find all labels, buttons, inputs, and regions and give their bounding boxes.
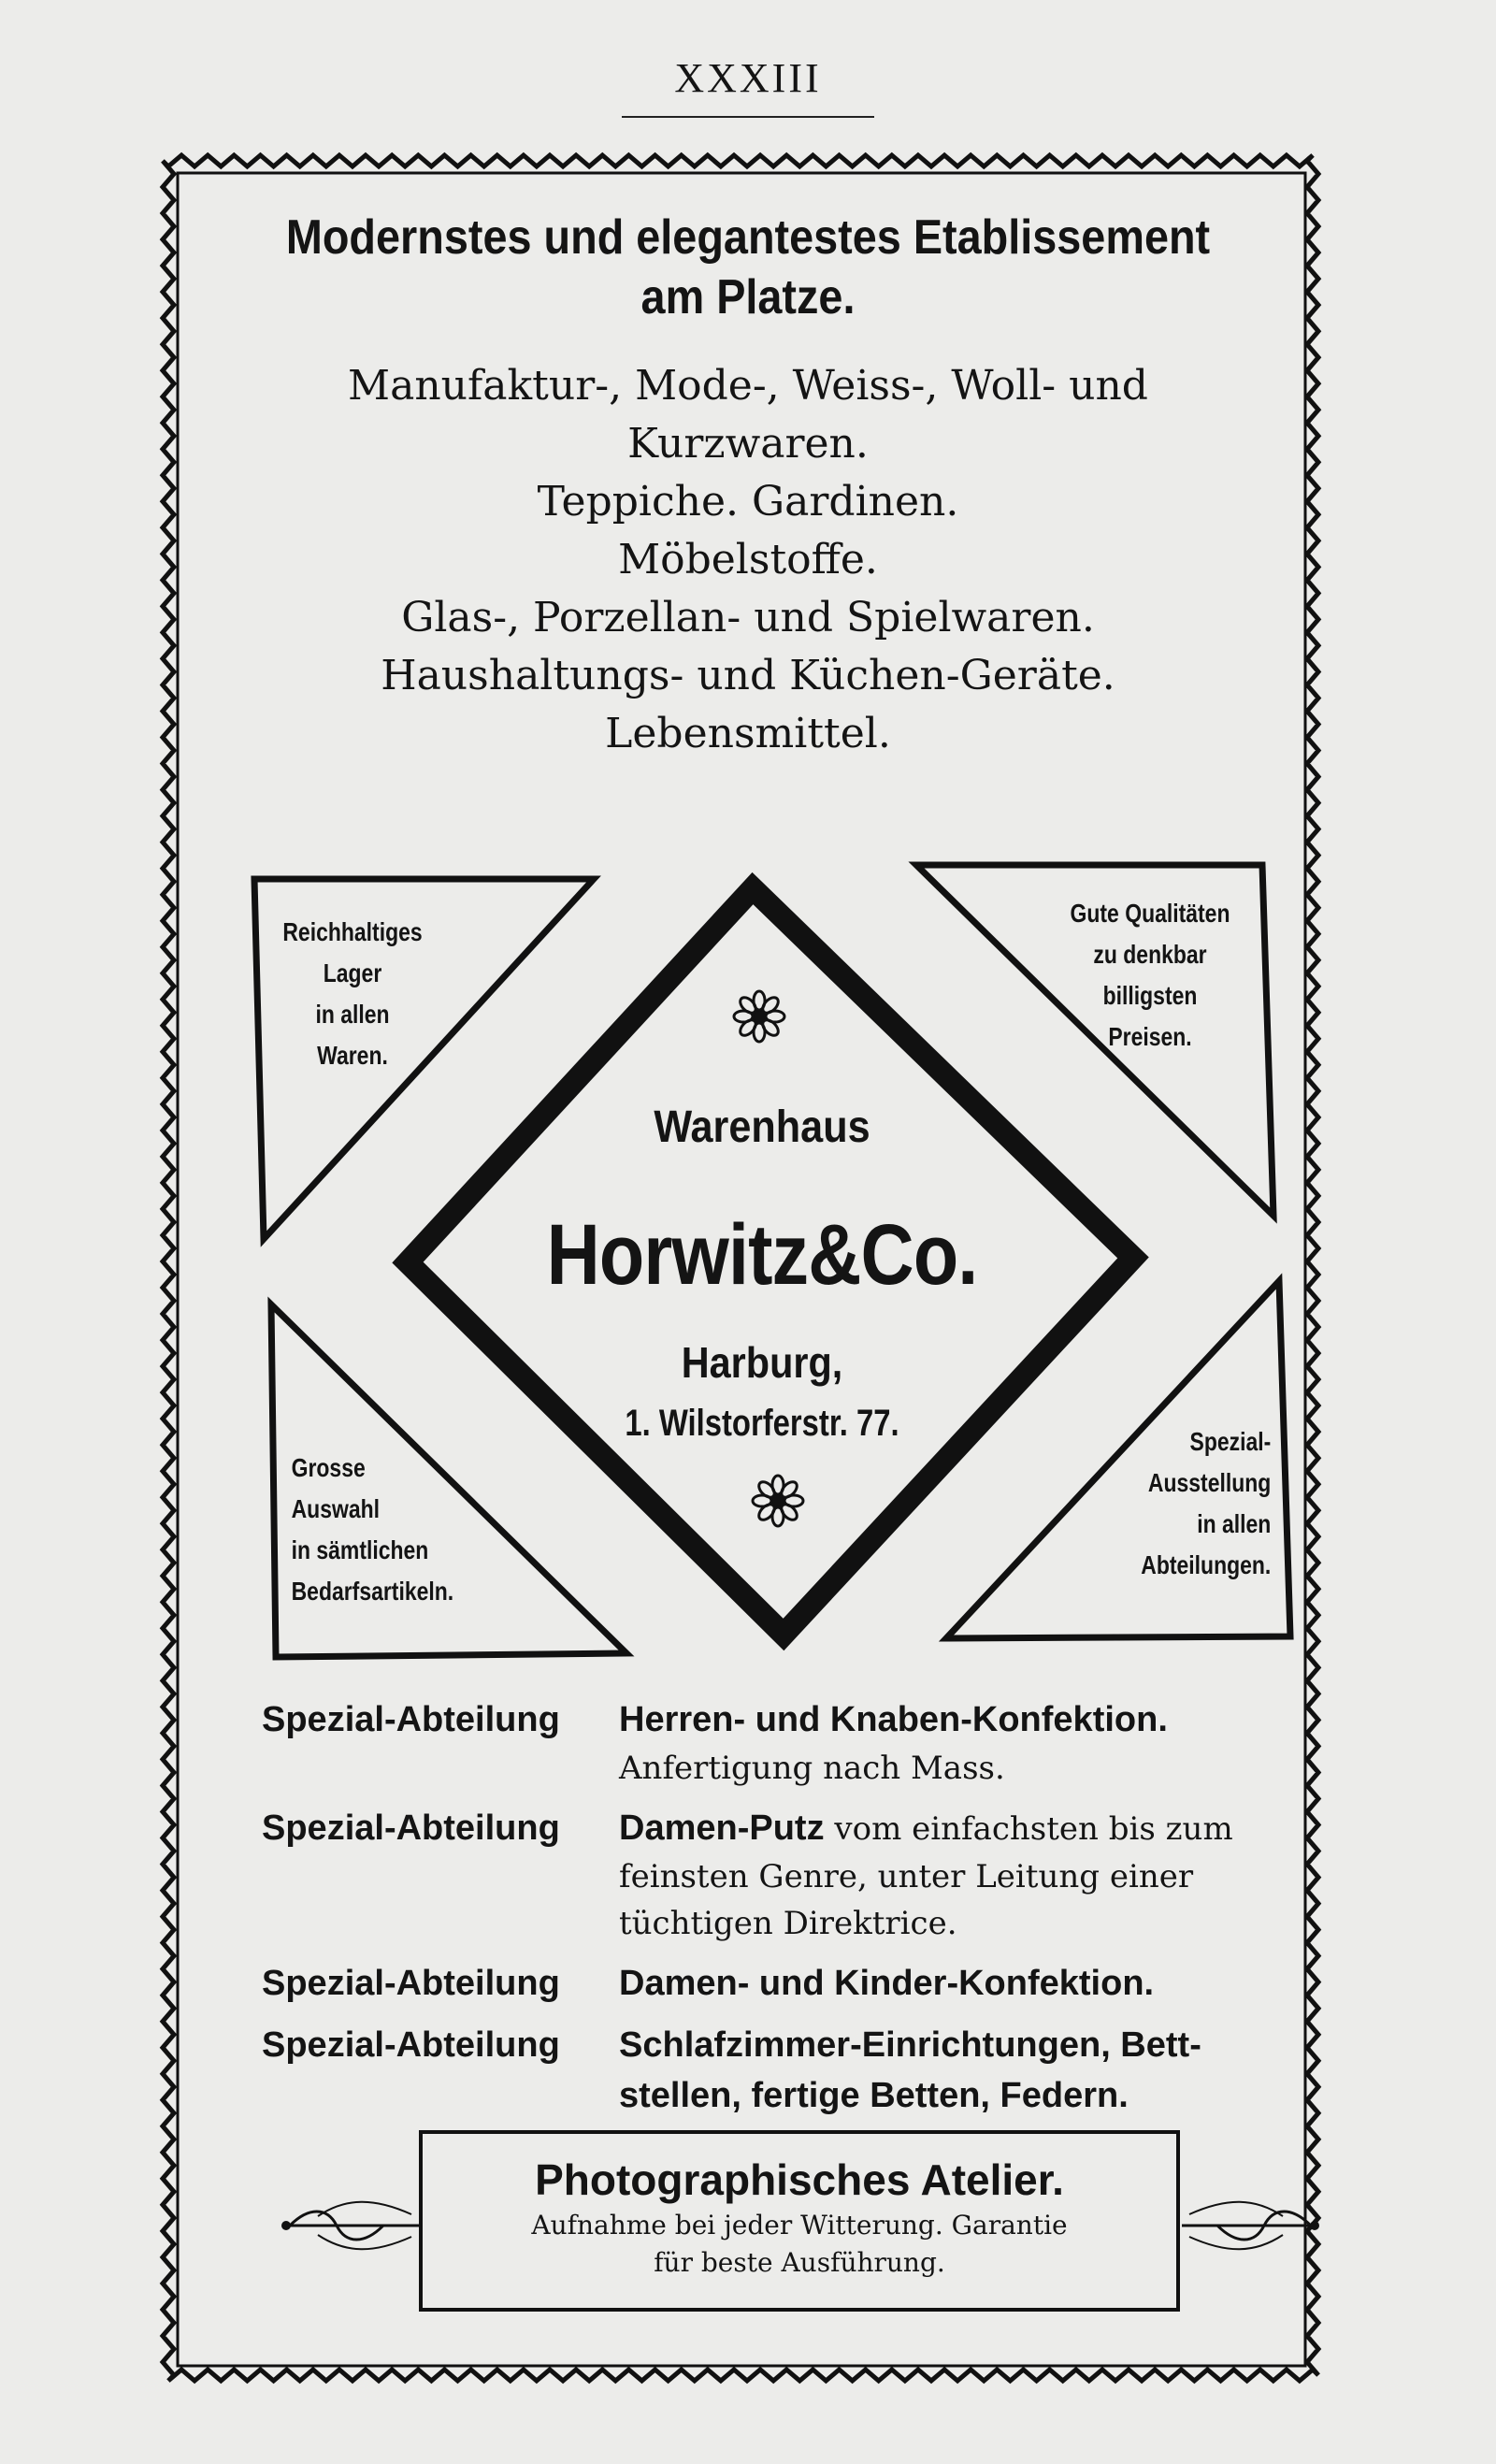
corner-text-top-right: Gute Qualitäten zu denkbar billigsten Preisen.	[1070, 899, 1230, 1051]
goods-line: Manufaktur-, Mode-, Weiss-, Woll- und	[348, 362, 1148, 410]
corner-text-top-left: Reichhaltiges Lager in allen Waren.	[282, 917, 423, 1070]
department-list	[262, 1694, 1337, 2132]
department-label: Spezial-Abteilung	[262, 1700, 560, 1739]
page-number: XXXIII	[674, 55, 822, 101]
department-row	[262, 2020, 1337, 2121]
department-title: Damen- und Kinder-Konfektion.	[619, 1964, 1155, 2003]
goods-line: Lebensmittel.	[605, 710, 891, 757]
department-label: Spezial-Abteilung	[262, 2025, 560, 2065]
store-city: Harburg,	[681, 1338, 843, 1387]
headline-line-2: am Platze.	[640, 270, 856, 324]
rosette-icon	[753, 1476, 803, 1526]
department-detail: Anfertigung nach Mass.	[619, 1750, 1005, 1787]
department-title: stellen, fertige Betten, Federn.	[619, 2076, 1129, 2115]
corner-text-bottom-left: Grosse Auswahl in sämtlichen Bedarfsartikeln.	[291, 1453, 454, 1606]
department-row	[262, 1803, 1337, 1947]
atelier-box	[419, 2130, 1180, 2312]
department-title: Herren- und Knaben-Konfektion.	[619, 1700, 1168, 1739]
department-title: Schlafzimmer-Einrichtungen, Bett-	[619, 2025, 1201, 2065]
department-label: Spezial-Abteilung	[262, 1964, 560, 2003]
flourish-right-icon	[1180, 2188, 1320, 2263]
department-row	[262, 1958, 1337, 2009]
headline-line-1: Modernstes und elegantestes Etablissement	[285, 210, 1211, 265]
rosette-petal	[738, 995, 759, 1016]
corner-text-bottom-right: Spezial- Ausstellung in allen Abteilungen.	[1141, 1427, 1272, 1579]
flourish-left-icon	[280, 2188, 421, 2263]
goods-line: Haushaltungs- und Küchen-Geräte.	[381, 652, 1115, 699]
store-type: Warenhaus	[654, 1102, 870, 1152]
department-detail: feinsten Genre, unter Leitung einer	[619, 1858, 1194, 1895]
goods-line: Teppiche. Gardinen.	[537, 478, 959, 526]
store-address: 1. Wilstorferstr. 77.	[625, 1403, 899, 1444]
rosette-icon	[734, 991, 784, 1042]
department-title: Damen-Putz	[619, 1808, 825, 1848]
goods-line: Glas-, Porzellan- und Spielwaren.	[401, 594, 1095, 641]
department-detail: vom einfachsten bis zum	[824, 1810, 1233, 1848]
department-row	[262, 1694, 1337, 1792]
goods-line: Möbelstoffe.	[618, 536, 878, 584]
goods-line: Kurzwaren.	[627, 420, 869, 468]
rosette-petal	[756, 1479, 778, 1501]
atelier-line: Aufnahme bei jeder Witterung. Garantie	[531, 2210, 1068, 2241]
department-label: Spezial-Abteilung	[262, 1808, 560, 1848]
atelier-line: für beste Ausführung.	[654, 2247, 945, 2278]
department-detail: tüchtigen Direktrice.	[619, 1905, 957, 1942]
store-name: Horwitz&Co.	[546, 1207, 978, 1303]
atelier-title: Photographisches Atelier.	[535, 2155, 1064, 2204]
